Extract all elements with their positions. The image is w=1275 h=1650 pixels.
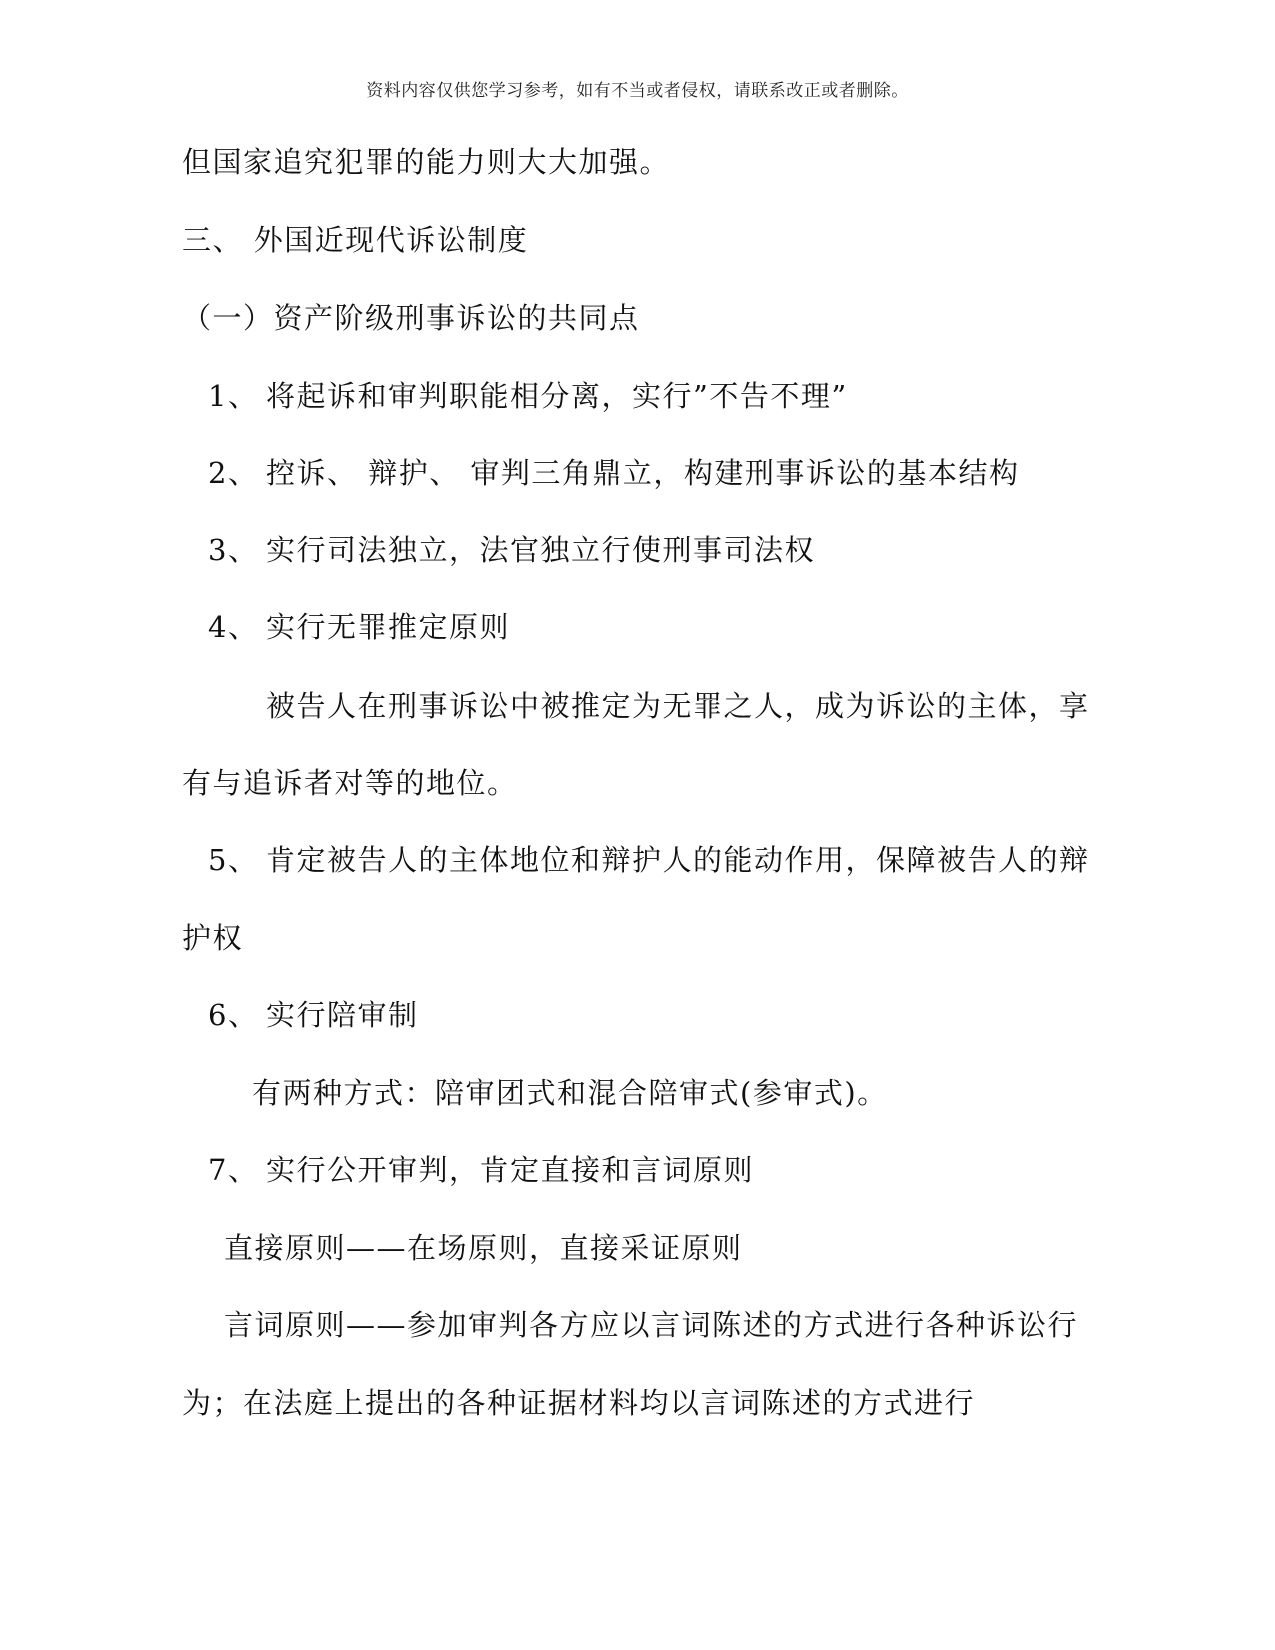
paragraph-line [224, 1305, 1078, 1345]
list-item [208, 1150, 754, 1190]
list-item-number: 5、 [208, 843, 259, 877]
list-item-number: 4、 [208, 610, 259, 644]
list-item-number: 7、 [208, 1153, 259, 1187]
paragraph-line [182, 918, 243, 958]
list-item-number: 1、 [208, 379, 259, 413]
line-text: （一）资产阶级刑事诉讼的共同点 [182, 301, 640, 335]
paragraph-line [182, 142, 670, 182]
subsection-heading [182, 298, 640, 338]
list-item-text: 实行公开审判，肯定直接和言词原则 [266, 1153, 755, 1187]
paragraph-line [182, 763, 518, 803]
line-text: 为；在法庭上提出的各种证据材料均以言词陈述的方式进行 [182, 1386, 976, 1420]
header-disclaimer: 资料内容仅供您学习参考，如有不当或者侵权，请联系改正或者删除。 [366, 81, 909, 101]
list-item [208, 995, 419, 1035]
line-text: 被告人在刑事诉讼中被推定为无罪之人，成为诉讼的主体，享 [266, 689, 1090, 723]
line-text: 有两种方式：陪审团式和混合陪审式(参审式)。 [252, 1076, 888, 1110]
list-item-number: 6、 [208, 998, 259, 1032]
line-text: 护权 [182, 921, 244, 955]
list-item-text: 控诉、 辩护、 审判三角鼎立，构建刑事诉讼的基本结构 [266, 456, 1020, 490]
list-item-text: 实行司法独立，法官独立行使刑事司法权 [266, 533, 816, 567]
list-item [208, 530, 815, 570]
line-text: 有与追诉者对等的地位。 [182, 766, 518, 800]
list-item-text: 将起诉和审判职能相分离，实行”不告不理” [266, 379, 848, 413]
list-item [208, 453, 1019, 493]
list-item-text: 肯定被告人的主体地位和辩护人的能动作用，保障被告人的辩 [266, 843, 1090, 877]
line-text: 言词原则——参加审判各方应以言词陈述的方式进行各种诉讼行 [224, 1308, 1079, 1342]
list-item [208, 376, 848, 416]
list-item-number: 2、 [208, 456, 259, 490]
paragraph-line [224, 1228, 743, 1268]
line-text: 但国家追究犯罪的能力则大大加强。 [182, 145, 671, 179]
section-heading [182, 220, 528, 260]
paragraph-line [182, 1383, 975, 1423]
paragraph-line [266, 686, 1090, 726]
list-item [208, 607, 510, 647]
list-item [208, 840, 1090, 880]
list-item-text: 实行无罪推定原则 [266, 610, 511, 644]
line-text: 三、 外国近现代诉讼制度 [182, 223, 529, 257]
line-text: 直接原则——在场原则，直接采证原则 [224, 1231, 743, 1265]
list-item-text: 实行陪审制 [266, 998, 419, 1032]
list-item-number: 3、 [208, 533, 259, 567]
paragraph-line [252, 1073, 888, 1113]
